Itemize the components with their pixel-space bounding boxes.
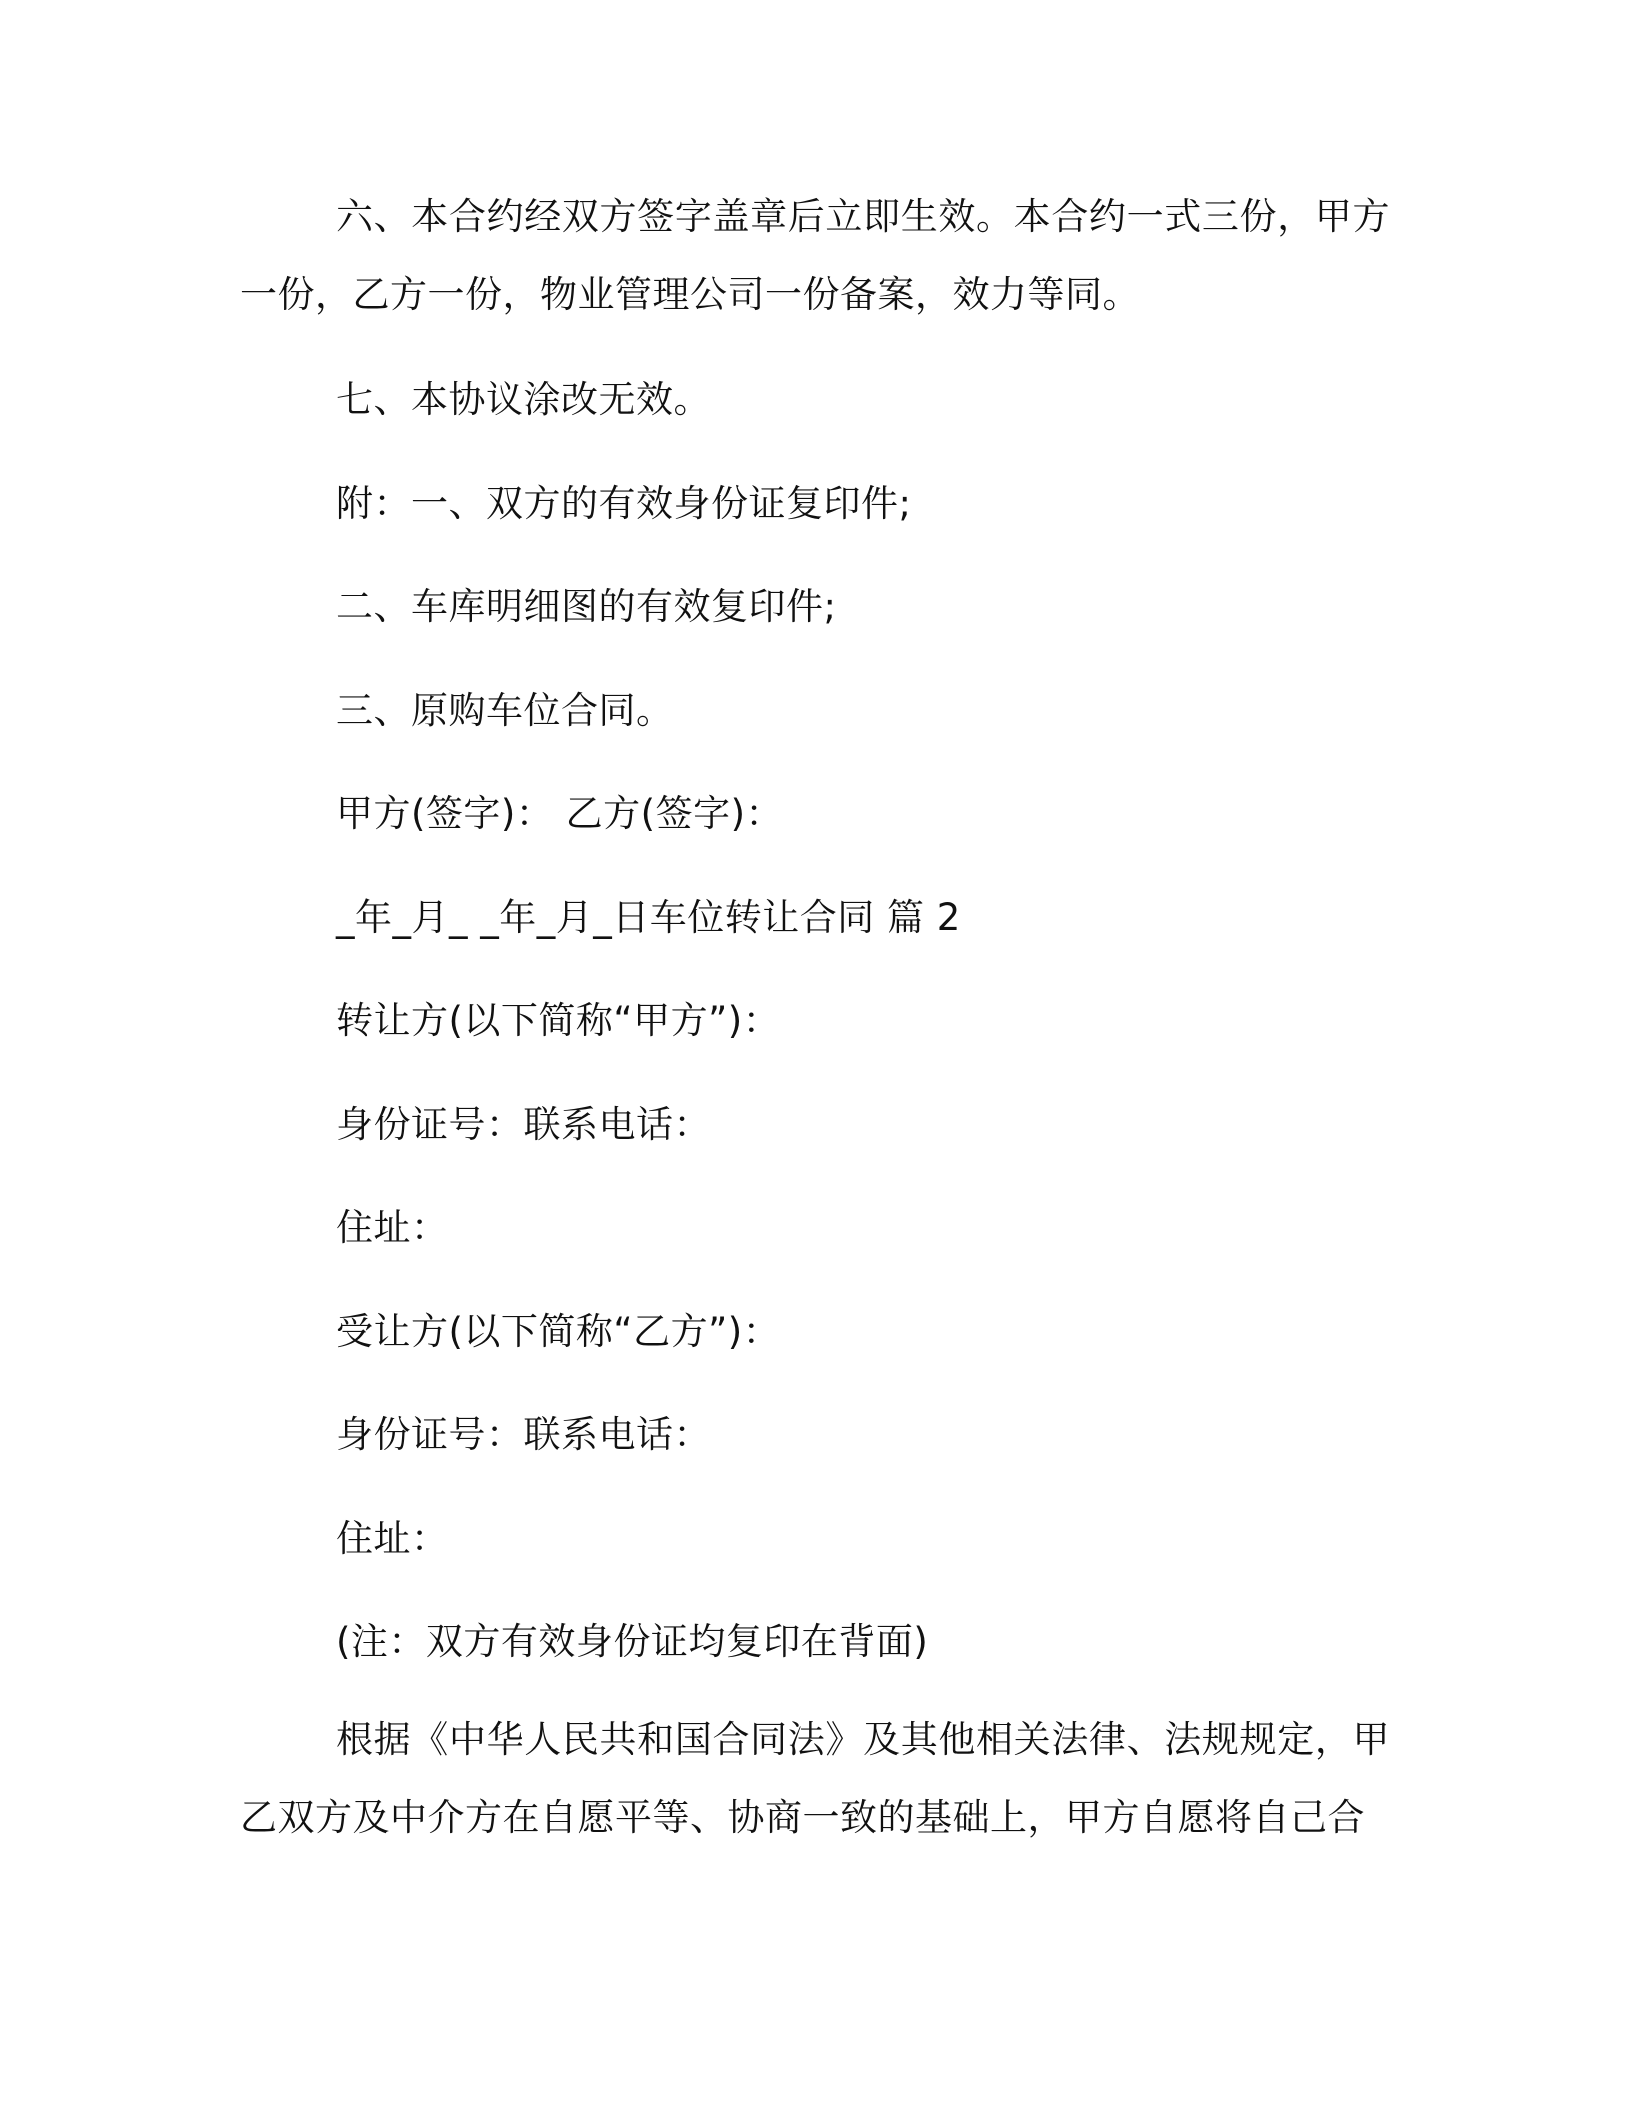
date-and-section-title: _年_月_ _年_月_日车位转让合同 篇 2 xyxy=(336,896,961,939)
transferor-id-phone: 身份证号：联系电话： xyxy=(336,1103,711,1146)
attachment-item-2: 二、车库明细图的有效复印件; xyxy=(336,585,837,628)
paragraph-alteration-clause: 七、本协议涂改无效。 xyxy=(336,378,711,421)
id-copy-note: (注：双方有效身份证均复印在背面) xyxy=(336,1620,929,1663)
transferor-label: 转让方(以下简称“甲方”)： xyxy=(336,999,781,1042)
transferee-id-phone: 身份证号：联系电话： xyxy=(336,1413,711,1456)
paragraph-legal-basis: 根据《中华人民共和国合同法》及其他相关法律、法规规定，甲乙双方及中介方在自愿平等、协商一致的基础上，甲方自愿将自己合 xyxy=(240,1718,1390,1839)
transferee-label: 受让方(以下简称“乙方”)： xyxy=(336,1310,781,1353)
transferor-address: 住址： xyxy=(336,1206,449,1249)
transferee-address: 住址： xyxy=(336,1517,449,1560)
signature-line: 甲方(签字)： 乙方(签字)： xyxy=(336,792,784,835)
attachment-item-3: 三、原购车位合同。 xyxy=(336,689,674,732)
paragraph-effective-clause: 六、本合约经双方签字盖章后立即生效。本合约一式三份，甲方一份，乙方一份，物业管理公司一份备案，效力等同。 xyxy=(240,195,1390,316)
attachment-item-1: 附：一、双方的有效身份证复印件; xyxy=(336,482,912,525)
